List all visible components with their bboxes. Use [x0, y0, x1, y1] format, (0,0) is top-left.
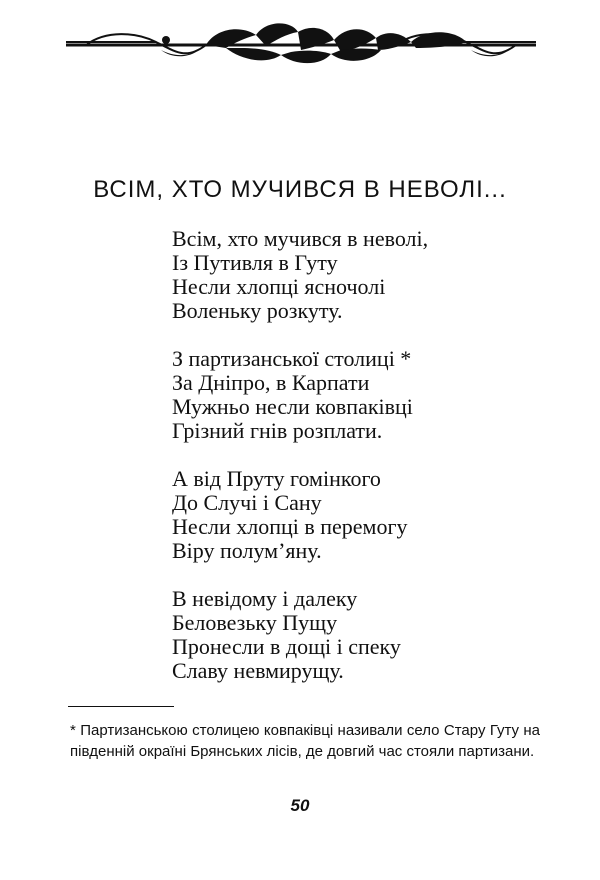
poem-line: Мужньо несли ковпаківці — [172, 394, 413, 419]
stanza — [172, 467, 502, 563]
poem-line: А від Пруту гомінкого — [172, 466, 381, 491]
stanza — [172, 227, 502, 323]
footnote-rule — [68, 706, 174, 707]
poem-line: Пронесли в дощі і спеку — [172, 634, 401, 659]
poem-line: За Дніпро, в Карпати — [172, 370, 370, 395]
poem-line: Всім, хто мучився в неволі, — [172, 226, 429, 251]
poem-line: З партизанської столиці * — [172, 346, 412, 371]
poem-line: Славу невмирущу. — [172, 658, 344, 683]
footnote: * Партизанською столицею ковпаківці називали село Стару Гуту на південній окраїні Брянських лісів, де довгий час стояли партизани. — [70, 722, 540, 760]
poem-line: Беловезьку Пущу — [172, 610, 338, 635]
stanza — [172, 347, 502, 443]
poem-line: Несли хлопці ясночолі — [172, 274, 386, 299]
ornamental-divider-icon — [66, 20, 536, 70]
poem-line: Віру полум’яну. — [172, 538, 322, 563]
poem-body — [172, 227, 502, 707]
poem-line: Із Путивля в Гуту — [172, 250, 338, 275]
poem-line: Несли хлопці в перемогу — [172, 514, 408, 539]
poem-line: До Случі і Сану — [172, 490, 322, 515]
poem-line: Грізний гнів розплати. — [172, 418, 383, 443]
page-number: 50 — [290, 796, 310, 815]
poem-title: ВСІМ, ХТО МУЧИВСЯ В НЕВОЛІ... — [93, 176, 507, 203]
stanza — [172, 587, 502, 683]
poem-line: Воленьку розкуту. — [172, 298, 343, 323]
poem-line: В невідому і далеку — [172, 586, 358, 611]
